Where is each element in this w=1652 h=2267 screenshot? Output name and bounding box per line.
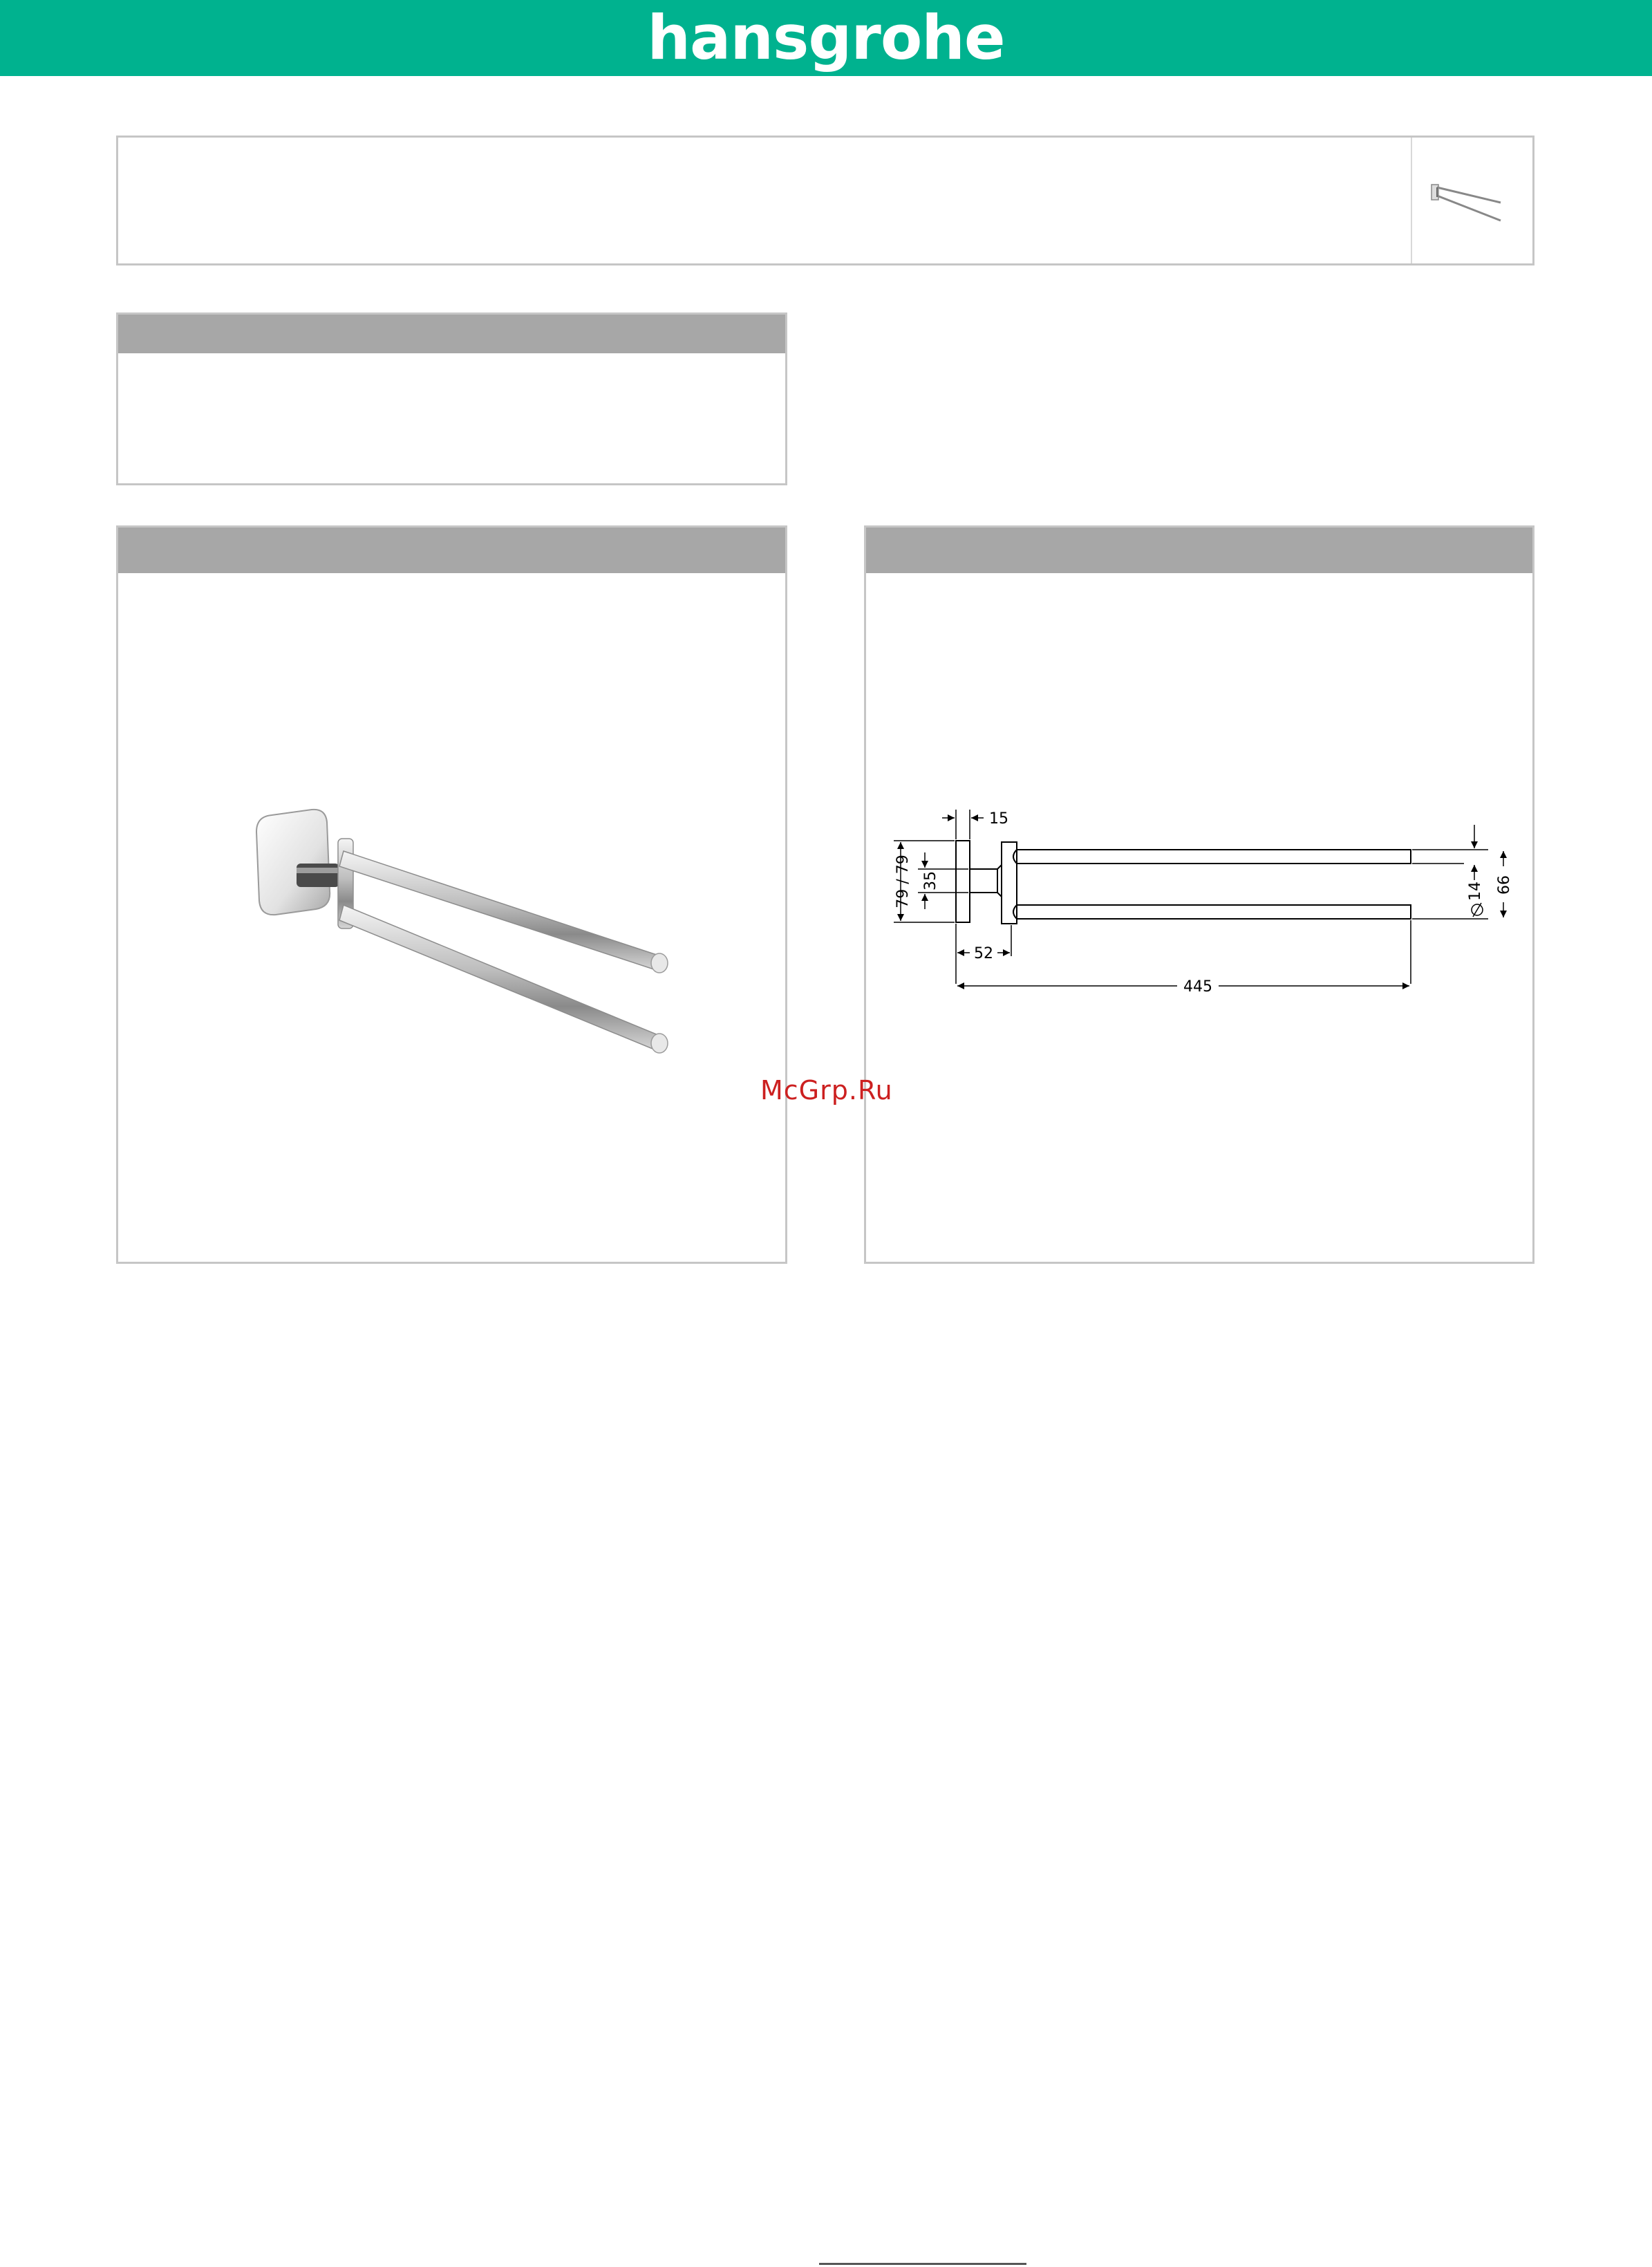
technical-drawing <box>866 528 1532 1262</box>
footer-line <box>819 2263 1026 2265</box>
wall-plate <box>256 810 330 915</box>
dim-445: 445 <box>1183 978 1212 996</box>
product-title-box <box>116 136 1534 265</box>
dim-15: 15 <box>989 810 1008 828</box>
dim-52: 52 <box>974 945 993 962</box>
brand-logo: hansgrohe <box>647 2 1005 73</box>
dim-79: 79 / 79 <box>894 855 912 908</box>
dim-14: 14 <box>1467 881 1484 901</box>
dim-35: 35 <box>922 871 939 890</box>
technical-drawing-box <box>864 525 1534 1264</box>
thumbnail-divider <box>1411 138 1412 263</box>
dim-66: 66 <box>1496 875 1513 895</box>
product-photo <box>118 528 785 1262</box>
product-thumbnail-icon <box>1418 172 1535 234</box>
product-photo-box <box>116 525 787 1264</box>
info-box <box>116 312 787 485</box>
info-box-header <box>118 315 785 353</box>
watermark: McGrp.Ru <box>760 1075 893 1105</box>
